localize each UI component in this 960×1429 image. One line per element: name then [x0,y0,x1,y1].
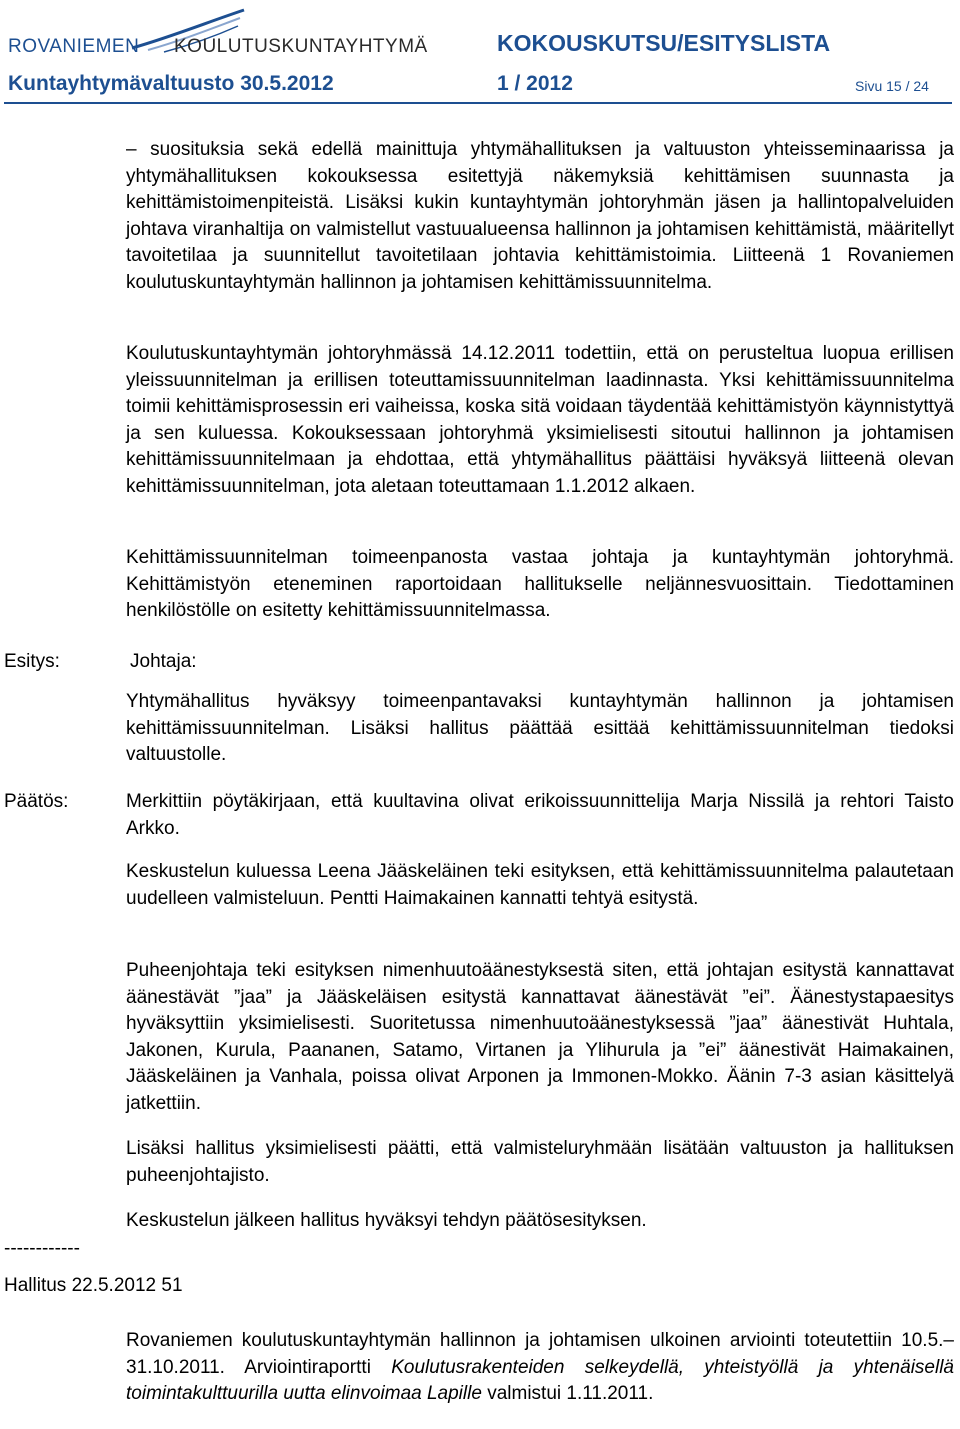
header-divider [4,102,952,104]
logo-wordmark-right: KOULUTUSKUNTAYHTYMÄ [174,36,428,57]
hallitus-reference: Hallitus 22.5.2012 51 [4,1275,183,1296]
meeting-title: Kuntayhtymävaltuusto 30.5.2012 [8,72,334,95]
paatos-label: Päätös: [4,791,69,812]
paragraph-external-evaluation [126,1328,954,1408]
johtaja-label: Johtaja: [130,651,197,672]
document-type: KOKOUSKUTSU/ESITYSLISTA [497,30,831,56]
esitys-label: Esitys: [4,651,60,672]
organization-logo [8,8,428,60]
page-number: Sivu 15 / 24 [855,78,929,94]
evaluation-text-start: Rovaniemen koulutuskuntayhtymän hallinnon ja johtamisen ulkoinen arviointi toteutettiin 10.5.–31.10.2011. Arviointiraportti [126,1330,954,1378]
issue-number: 1 / 2012 [497,72,573,95]
paragraph-decision-note: Merkittiin pöytäkirjaan, että kuultavina olivat erikoissuunnittelija Marja Nissilä ja rehtori Taisto Arkko. [126,791,954,839]
logo-wordmark-left: ROVANIEMEN [8,36,140,57]
paragraph-discussion: Keskustelun kuluessa Leena Jääskeläinen teki esityksen, että kehittämissuunnitelma palautetaan uudelleen valmisteluun. Pentti Haimakainen kannatti tehtyä esitystä. [126,861,954,909]
paragraph-prep-group: Lisäksi hallitus yksimielisesti päätti, että valmisteluryhmään lisätään valtuuston ja hallituksen puheenjohtajisto. [126,1138,954,1186]
report-title: Koulutusrakenteiden selkeydellä, yhteistyöllä ja yhtenäisellä toimintakulttuurilla uutta elinvoimaa Lapille [126,1356,954,1404]
paragraph-vote: Puheenjohtaja teki esityksen nimenhuutoäänestyksestä siten, että johtajan esitystä kannattavat äänestävät ”jaa” ja Jääskeläisen esitystä kannattavat äänestävät ”ei”. Äänestystapaesitys hyväksyttiin yksimielisesti. Suoritetussa nimenhuutoäänestyksessä ”jaa” äänestivät Huhtala, Jakonen, Kurula, Paananen, Satamo, Virtanen ja Ylihurula ja ”ei” äänestivät Haimakainen, Jääskeläinen ja Vanhala, poissa olivat Arponen ja Immonen-Mokko. Äänin 7-3 asian käsittelyä jatkettiin. [126,960,954,1114]
paragraph-management-group: Koulutuskuntayhtymän johtoryhmässä 14.12.2011 todettiin, että on perusteltua luopua erillisen yleissuunnitelman ja erillisen toteuttamissuunnitelman laadinnasta. Yksi kehittämissuunnitelma toimii kehittämisprosessin eri vaiheissa, koska sitä voidaan täydentää kehittämistyön käynnistyttyä ja sen kuluessa. Kokouksessaan johtoryhmä yksimielisesti sitoutui hallinnon ja johtamisen kehittämissuunnitelmaan ja ehdottaa, että yhtymähallitus päättäisi hyväksyä liitteenä olevan kehittämissuunnitelman, jota aletaan toteuttamaan 1.1.2012 alkaen. [126,343,954,497]
evaluation-text-end: valmistui 1.11.2011. [481,1383,654,1404]
paragraph-proposal: Yhtymähallitus hyväksyy toimeenpantavaksi kuntayhtymän hallinnon ja johtamisen kehittämissuunnitelman. Lisäksi hallitus päättää esittää kehittämissuunnitelman tiedoksi valtuustolle. [126,691,954,765]
paragraph-approval: Keskustelun jälkeen hallitus hyväksyi tehdyn päätösesityksen. [126,1210,647,1231]
page-header [0,0,960,100]
paragraph-recommendations: – suosituksia sekä edellä mainittuja yhtymähallituksen ja valtuuston yhteisseminaarissa ja yhtymähallituksen kokouksessa esitettyjä näkemyksiä kehittämisen suunnasta ja kehittämistoimenpiteistä. Lisäksi kukin kuntayhtymän johtoryhmän jäsen ja hallintopalveluiden johtava viranhaltija on valmistellut vastuualueensa hallinnon ja johtamisen kehittämistä, määritellyt tavoitetilaa ja suunnitellut tavoitetilaan johtavia kehittämistoimia. Liitteenä 1 Rovaniemen koulutuskuntayhtymän hallinnon ja johtamisen kehittämissuunnitelma. [126,139,954,293]
paragraph-implementation: Kehittämissuunnitelman toimeenpanosta vastaa johtaja ja kuntayhtymän johtoryhmä. Kehittämistyön eteneminen raportoidaan hallitukselle neljännesvuosittain. Tiedottaminen henkilöstölle on esitetty kehittämissuunnitelmassa. [126,547,954,621]
section-separator: ------------ [4,1238,80,1259]
